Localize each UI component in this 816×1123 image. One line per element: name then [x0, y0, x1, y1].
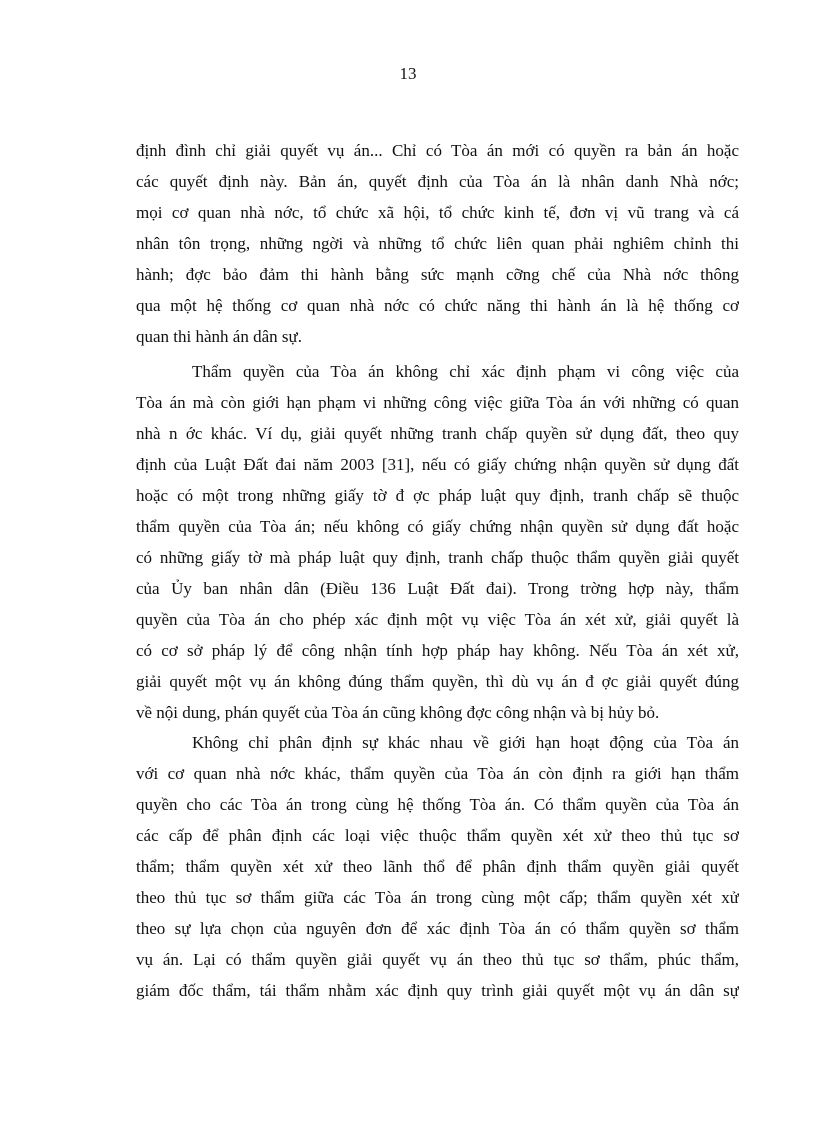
paragraph-line: thẩm; thẩm quyền xét xử theo lãnh thổ để phân định thẩm quyền giải quyết — [136, 857, 739, 876]
page-number: 13 — [399, 64, 417, 83]
paragraph-line: Không chỉ phân định sự khác nhau về giới hạn hoạt động của Tòa án — [192, 733, 739, 752]
paragraph-line: thẩm quyền của Tòa án; nếu không có giấy chứng nhận quyền sử dụng đất hoặc — [136, 517, 739, 536]
paragraph-line: định của Luật Đất đai năm 2003 [31], nếu có giấy chứng nhận quyền sử dụng đất — [136, 455, 739, 474]
paragraph-line: hoặc có một trong những giấy tờ đ ợc pháp luật quy định, tranh chấp sẽ thuộc — [136, 486, 739, 505]
paragraph-line: của Ủy ban nhân dân (Điều 136 Luật Đất đai). Trong trờng hợp này, thẩm — [136, 579, 739, 598]
paragraph-line: vụ án. Lại có thẩm quyền giải quyết vụ án theo thủ tục sơ thẩm, phúc thẩm, — [136, 950, 739, 969]
paragraph-line: các cấp để phân định các loại việc thuộc thẩm quyền xét xử theo thủ tục sơ — [136, 826, 739, 845]
paragraph-line: quan thi hành án dân sự. — [136, 327, 302, 346]
paragraph-line: giải quyết một vụ án không đúng thẩm quyền, thì dù vụ án đ ợc giải quyết đúng — [136, 672, 739, 691]
paragraph-line: theo thủ tục sơ thẩm giữa các Tòa án trong cùng một cấp; thẩm quyền xét xử — [136, 888, 739, 907]
paragraph-line: giám đốc thẩm, tái thẩm nhằm xác định quy trình giải quyết một vụ án dân sự — [136, 981, 739, 1000]
paragraph-line: nhà n ớc khác. Ví dụ, giải quyết những tranh chấp quyền sử dụng đất, theo quy — [136, 424, 739, 443]
paragraph-3 — [136, 727, 739, 1006]
paragraph-line: về nội dung, phán quyết của Tòa án cũng không đợc công nhận và bị hủy bỏ. — [136, 703, 660, 722]
paragraph-line: các quyết định này. Bản án, quyết định của Tòa án là nhân danh Nhà nớc; — [136, 172, 739, 191]
paragraph-line: quyền cho các Tòa án trong cùng hệ thống Tòa án. Có thẩm quyền của Tòa án — [136, 795, 739, 814]
paragraph-2 — [136, 356, 739, 728]
paragraph-line: có cơ sở pháp lý để công nhận tính hợp pháp hay không. Nếu Tòa án xét xử, — [136, 641, 739, 660]
paragraph-line: theo sự lựa chọn của nguyên đơn để xác định Tòa án có thẩm quyền sơ thẩm — [136, 919, 739, 938]
paragraph-line: Tòa án mà còn giới hạn phạm vi những công việc giữa Tòa án với những có quan — [136, 393, 739, 412]
paragraph-line: với cơ quan nhà nớc khác, thẩm quyền của Tòa án còn định ra giới hạn thẩm — [136, 764, 739, 783]
paragraph-line: quyền của Tòa án cho phép xác định một vụ việc Tòa án xét xử, giải quyết là — [136, 610, 739, 629]
paragraph-line: định đình chỉ giải quyết vụ án... Chỉ có Tòa án mới có quyền ra bản án hoặc — [136, 141, 739, 160]
paragraph-line: qua một hệ thống cơ quan nhà nớc có chức năng thi hành án là hệ thống cơ — [136, 296, 739, 315]
paragraph-line: hành; đợc bảo đảm thi hành bằng sức mạnh cỡng chế của Nhà nớc thông — [136, 265, 739, 284]
paragraph-line: có những giấy tờ mà pháp luật quy định, tranh chấp thuộc thẩm quyền giải quyết — [136, 548, 739, 567]
paragraph-line: Thẩm quyền của Tòa án không chỉ xác định phạm vi công việc của — [192, 362, 739, 381]
paragraph-line: nhân tôn trọng, những ngời và những tổ chức liên quan phải nghiêm chỉnh thi — [136, 234, 739, 253]
paragraph-1 — [136, 135, 739, 352]
paragraph-line: mọi cơ quan nhà nớc, tổ chức xã hội, tổ chức kinh tế, đơn vị vũ trang và cá — [136, 203, 739, 222]
